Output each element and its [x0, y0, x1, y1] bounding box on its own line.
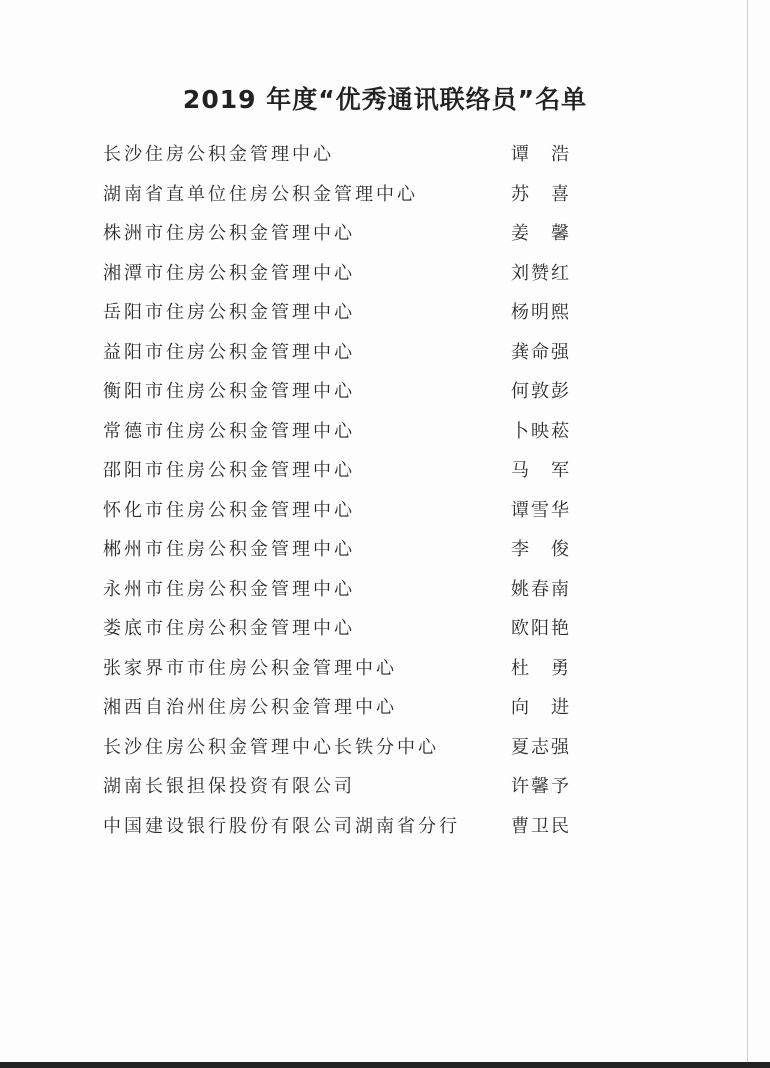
list-item	[103, 772, 583, 812]
organization-name: 长沙住房公积金管理中心长铁分中心	[103, 736, 439, 758]
person-name: 马军	[511, 460, 591, 481]
list-item	[103, 456, 591, 496]
organization-name: 湖南长银担保投资有限公司	[103, 776, 355, 797]
organization-name: 张家界市市住房公积金管理中心	[103, 657, 397, 679]
page-edge-right	[747, 0, 748, 1068]
person-name: 李俊	[511, 539, 591, 560]
list-item	[103, 575, 583, 615]
person-name: 杜勇	[511, 657, 591, 679]
list-item	[103, 298, 583, 338]
person-name: 卜映菘	[511, 420, 571, 442]
organization-name: 株洲市住房公积金管理中心	[103, 223, 355, 244]
list-item	[103, 417, 583, 457]
person-name: 姜馨	[511, 223, 591, 244]
list-item	[103, 219, 591, 259]
list-item	[103, 693, 591, 733]
organization-name: 邵阳市住房公积金管理中心	[103, 460, 355, 481]
person-name: 何敦彭	[511, 381, 571, 402]
list-item	[103, 535, 591, 575]
list-item	[103, 812, 583, 852]
person-name: 姚春南	[511, 578, 571, 600]
person-name: 夏志强	[511, 736, 571, 758]
list-item	[103, 733, 583, 773]
organization-name: 岳阳市住房公积金管理中心	[103, 302, 355, 323]
list-item	[103, 496, 583, 536]
person-name: 谭浩	[511, 144, 591, 165]
list-item	[103, 140, 591, 180]
page-edge-bottom	[0, 1062, 770, 1068]
organization-name: 常德市住房公积金管理中心	[103, 420, 355, 442]
person-name: 杨明熙	[511, 302, 571, 323]
list-item	[103, 614, 583, 654]
person-name: 苏喜	[511, 183, 591, 205]
organization-name: 长沙住房公积金管理中心	[103, 144, 334, 165]
list-item	[103, 180, 591, 220]
organization-name: 永州市住房公积金管理中心	[103, 578, 355, 600]
organization-name: 怀化市住房公积金管理中心	[103, 499, 355, 521]
organization-name: 郴州市住房公积金管理中心	[103, 539, 355, 560]
person-name: 曹卫民	[511, 815, 571, 837]
person-name: 欧阳艳	[511, 618, 571, 639]
organization-name: 湘潭市住房公积金管理中心	[103, 262, 355, 284]
organization-name: 湘西自治州住房公积金管理中心	[103, 697, 397, 718]
organization-name: 益阳市住房公积金管理中心	[103, 341, 355, 363]
document-title: 2019 年度“优秀通讯联络员”名单	[182, 85, 588, 114]
list-item	[103, 377, 583, 417]
person-name: 许馨予	[511, 776, 571, 797]
organization-name: 衡阳市住房公积金管理中心	[103, 381, 355, 402]
person-name: 龚命强	[511, 341, 571, 363]
honoree-list	[103, 140, 591, 851]
person-name: 刘赞红	[511, 262, 571, 284]
organization-name: 中国建设银行股份有限公司湖南省分行	[103, 815, 460, 837]
organization-name: 娄底市住房公积金管理中心	[103, 618, 355, 639]
person-name: 向进	[511, 697, 591, 718]
organization-name: 湖南省直单位住房公积金管理中心	[103, 183, 418, 205]
list-item	[103, 654, 591, 694]
person-name: 谭雪华	[511, 499, 571, 521]
list-item	[103, 259, 583, 299]
list-item	[103, 338, 583, 378]
